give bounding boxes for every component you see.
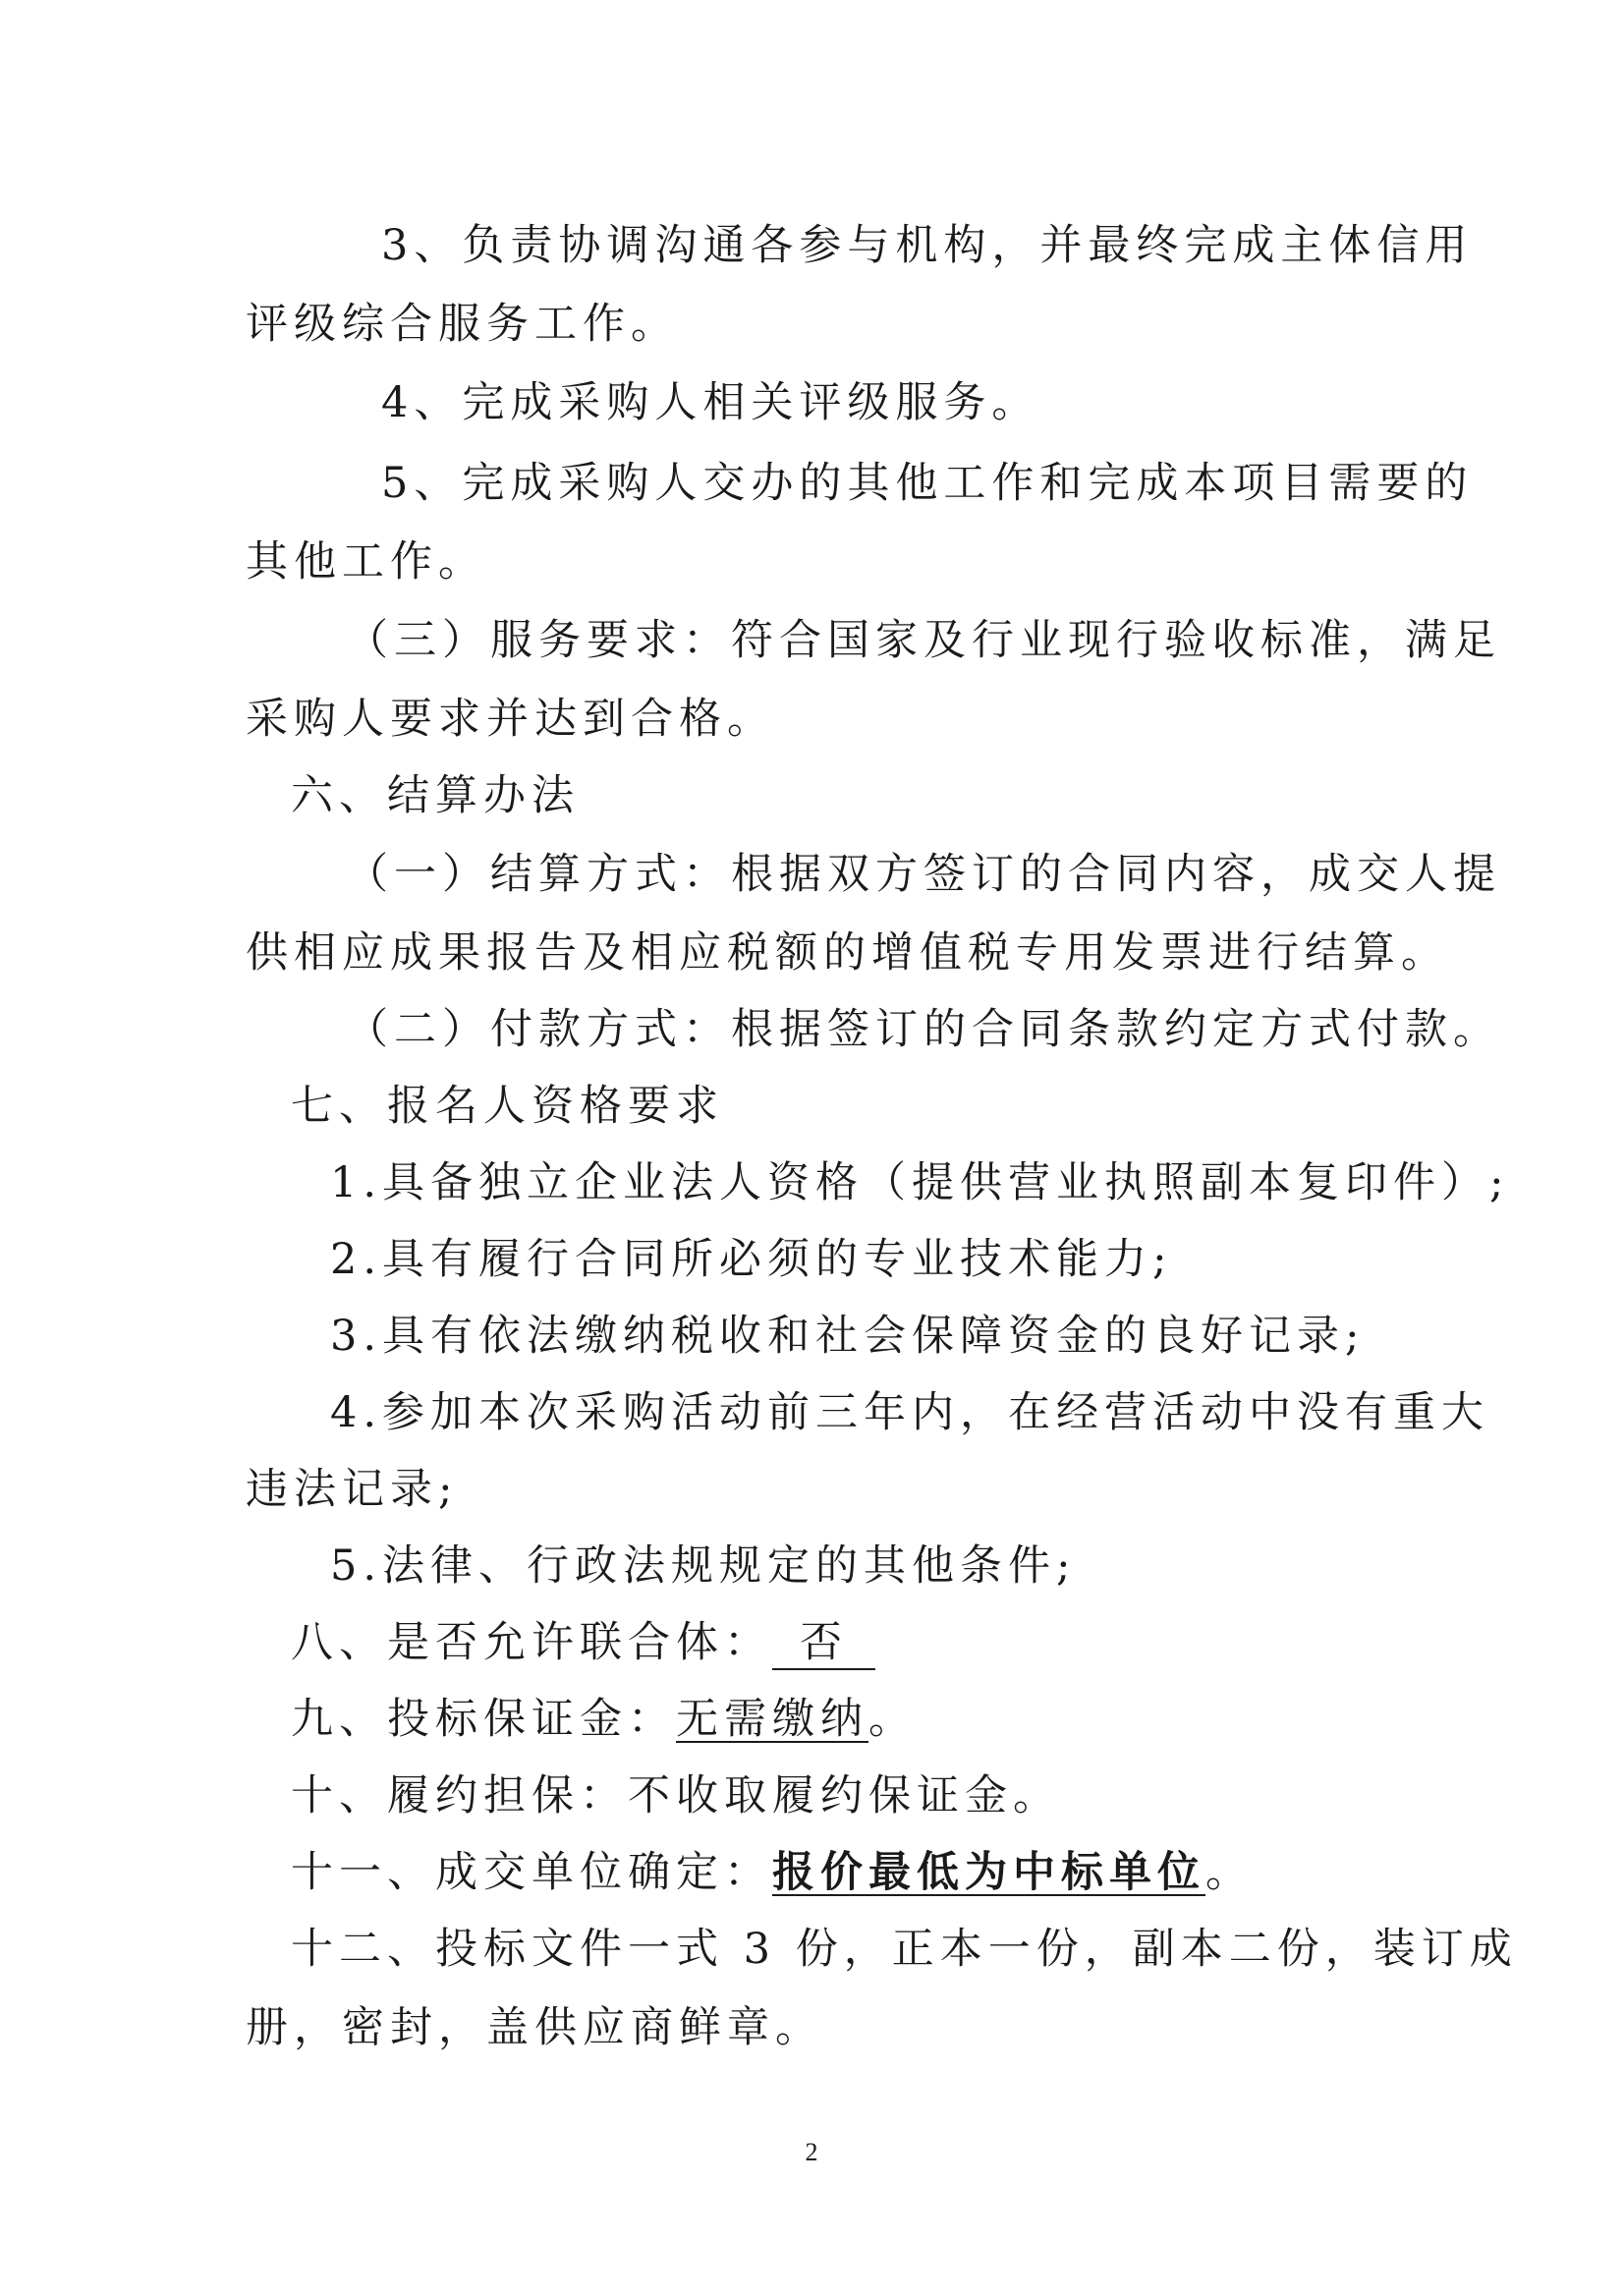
section-12-line-2: 册，密封，盖供应商鲜章。 [246, 2003, 823, 2052]
section-10-line: 十、履约担保：不收取履约保证金。 [291, 1771, 1061, 1820]
award-end: 。 [1205, 1848, 1254, 1897]
qualification-4-line-2: 违法记录; [246, 1465, 459, 1514]
consortium-label: 八、是否允许联合体： [291, 1618, 772, 1667]
section-8-line [291, 1613, 875, 1672]
qualification-5: 5.法律、行政法规规定的其他条件; [330, 1541, 1077, 1591]
qualification-1: 1.具备独立企业法人资格（提供营业执照副本复印件）; [330, 1158, 1510, 1207]
bid-bond-value: 无需缴纳 [676, 1695, 868, 1744]
section-12-line-1: 十二、投标文件一式 3 份，正本一份，副本二份，装订成 [291, 1925, 1518, 1974]
item-3-line-1: 3、负责协调沟通各参与机构，并最终完成主体信用 [381, 221, 1474, 270]
service-requirement-line-1: （三）服务要求：符合国家及行业现行验收标准，满足 [346, 616, 1501, 665]
settlement-method-line-1: （一）结算方式：根据双方签订的合同内容，成交人提 [346, 850, 1501, 899]
service-requirement-line-2: 采购人要求并达到合格。 [246, 695, 775, 744]
award-label: 十一、成交单位确定： [291, 1848, 772, 1897]
qualification-4-line-1: 4.参加本次采购活动前三年内，在经营活动中没有重大 [330, 1388, 1490, 1437]
item-5-line-1: 5、完成采购人交办的其他工作和完成本项目需要的 [381, 459, 1474, 508]
section-7-heading: 七、报名人资格要求 [291, 1082, 724, 1131]
section-9-line [291, 1690, 917, 1749]
bid-bond-label: 九、投标保证金： [291, 1695, 676, 1744]
payment-method-line: （二）付款方式：根据签订的合同条款约定方式付款。 [346, 1005, 1501, 1054]
section-6-heading: 六、结算办法 [291, 771, 580, 820]
item-4-line: 4、完成采购人相关评级服务。 [381, 378, 1040, 427]
section-11-line [291, 1843, 1254, 1902]
award-value: 报价最低为中标单位 [772, 1848, 1205, 1897]
bid-bond-end: 。 [868, 1695, 917, 1744]
item-3-line-2: 评级综合服务工作。 [246, 300, 679, 349]
qualification-3: 3.具有依法缴纳税收和社会保障资金的良好记录; [330, 1312, 1366, 1361]
qualification-2: 2.具有履行合同所必须的专业技术能力; [330, 1235, 1173, 1284]
consortium-value: 否 [772, 1617, 875, 1670]
settlement-method-line-2: 供相应成果报告及相应税额的增值税专用发票进行结算。 [246, 928, 1449, 978]
item-5-line-2: 其他工作。 [246, 537, 486, 587]
page-number: 2 [805, 2138, 818, 2166]
